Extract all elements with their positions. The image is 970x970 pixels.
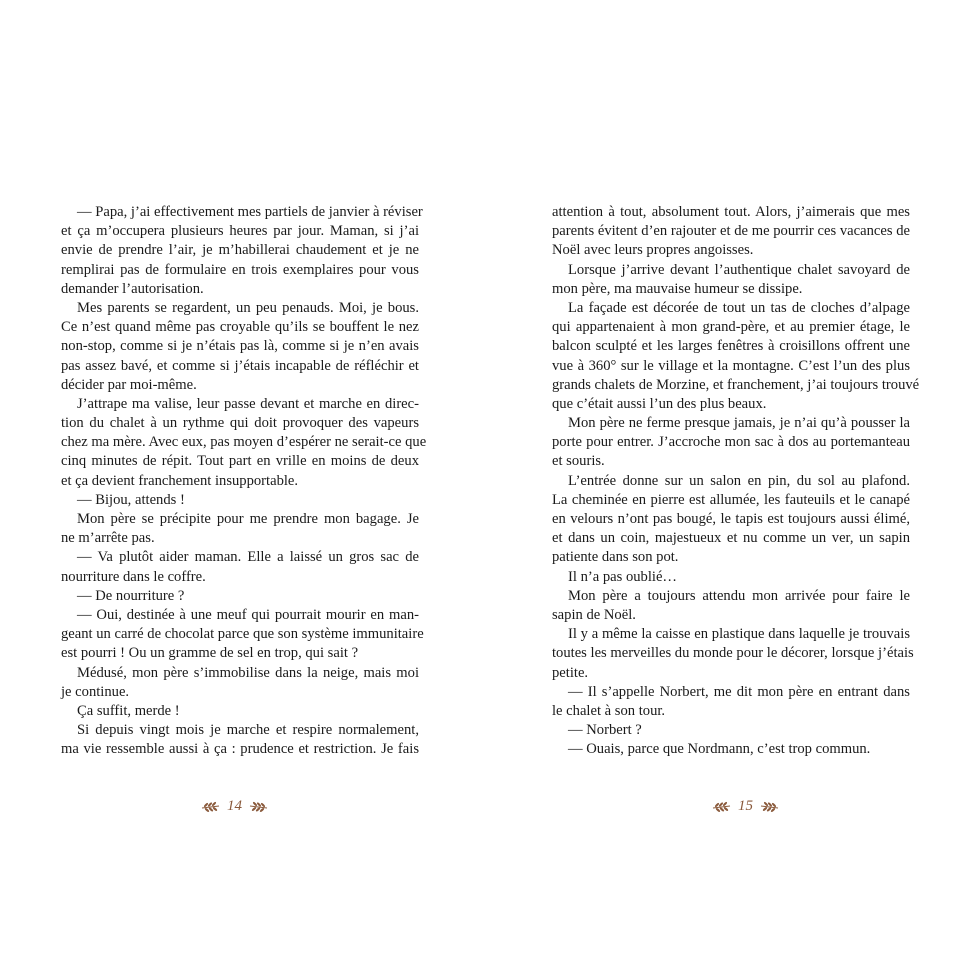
text-line: demander l’autorisation. xyxy=(61,280,204,297)
text-line: remplirai pas de formulaire en trois exemplaires pour vous xyxy=(61,261,419,278)
text-line: non-stop, comme si je n’étais pas là, comme si je n’en avais xyxy=(61,338,419,355)
laurel-sprig-icon xyxy=(201,800,221,812)
text-line: patiente dans son pot. xyxy=(552,549,679,566)
text-line: Ce n’est quand même pas croyable qu’ils se bouffent le nez xyxy=(61,319,419,336)
text-line: — De nourriture ? xyxy=(77,587,185,604)
text-line: tion du chalet à un rythme qui doit provoquer des vapeurs xyxy=(61,415,419,432)
text-line: cinq minutes de répit. Tout part en vrille en moins de deux xyxy=(61,453,419,470)
text-line: attention à tout, absolument tout. Alors, j’aimerais que mes xyxy=(552,204,910,220)
laurel-sprig-icon xyxy=(712,800,732,812)
text-line: grands chalets de Morzine, et franchement, j’ai toujours trouvé xyxy=(552,376,920,393)
text-line: Mon père ne ferme presque jamais, je n’ai qu’à pousser la xyxy=(568,415,910,432)
text-line: décider par moi-même. xyxy=(61,376,197,393)
text-line: et ça devient franchement insupportable. xyxy=(61,472,299,489)
text-line: je continue. xyxy=(61,683,130,700)
text-line: Médusé, mon père s’immobilise dans la neige, mais moi xyxy=(77,664,419,681)
text-line: — Bijou, attends ! xyxy=(77,491,185,508)
text-line: et souris. xyxy=(552,453,605,470)
text-line: La cheminée en pierre est allumée, les fauteuils et le canapé xyxy=(552,491,910,508)
text-line: chez ma mère. Avec eux, pas moyen d’espérer ne serait-ce que xyxy=(61,434,427,451)
text-line: est pourri ! Ou un gramme de sel en trop, qui sait ? xyxy=(61,645,359,662)
page-number: 14 xyxy=(227,797,242,814)
text-line: et ça m’occupera plusieurs heures par jour. Maman, si j’ai xyxy=(61,223,419,240)
text-line: — Oui, destinée à une meuf qui pourrait mourir en man- xyxy=(77,606,419,623)
text-line: — Papa, j’ai effectivement mes partiels de janvier à réviser xyxy=(77,204,423,220)
text-line: La façade est décorée de tout un tas de cloches d’alpage xyxy=(568,299,910,316)
text-line: Si depuis vingt mois je marche et respire normalement, xyxy=(77,722,419,739)
text-line: — Va plutôt aider maman. Elle a laissé un gros sac de xyxy=(77,549,419,566)
text-line: Mon père a toujours attendu mon arrivée pour faire le xyxy=(568,587,910,604)
text-line: parents évitent d’en rajouter et de me pourrir ces vacances de xyxy=(552,223,910,240)
text-line: Il n’a pas oublié… xyxy=(568,568,678,585)
text-line: geant un carré de chocolat parce que son système immunitaire xyxy=(61,626,424,643)
text-line: ne m’arrête pas. xyxy=(61,530,155,547)
text-line: — Ouais, parce que Nordmann, c’est trop commun. xyxy=(568,741,871,758)
text-line: petite. xyxy=(552,664,589,681)
laurel-sprig-icon xyxy=(248,800,268,812)
text-line: balcon sculpté et les larges fenêtres à croisillons offrent une xyxy=(552,338,910,355)
text-line: en velours n’ont pas bougé, le tapis est toujours aussi élimé, xyxy=(552,511,910,527)
text-line: que c’était aussi l’un des plus beaux. xyxy=(552,395,767,412)
right-page-text xyxy=(552,203,920,759)
page-number: 15 xyxy=(738,797,753,814)
text-line: sapin de Noël. xyxy=(552,606,636,623)
text-line: Noël avec leurs propres angoisses. xyxy=(552,242,754,259)
text-line: Il y a même la caisse en plastique dans laquelle je trouvais xyxy=(568,626,910,643)
left-page-folio xyxy=(201,795,268,817)
text-line: qui appartenaient à mon grand-père, et au premier étage, le xyxy=(552,319,910,336)
text-line: Lorsque j’arrive devant l’authentique chalet savoyard de xyxy=(568,261,910,278)
text-line: — Norbert ? xyxy=(568,722,642,739)
text-line: Mon père se précipite pour me prendre mon bagage. Je xyxy=(77,511,419,527)
laurel-sprig-icon xyxy=(759,800,779,812)
text-line: pas assez bavé, et comme si j’étais incapable de réfléchir et xyxy=(61,357,419,374)
text-line: porte pour entrer. J’accroche mon sac à dos au portemanteau xyxy=(552,434,910,451)
text-line: J’attrape ma valise, leur passe devant et marche en direc- xyxy=(77,395,419,412)
text-line: nourriture dans le coffre. xyxy=(61,568,206,585)
text-line: mon père, ma mauvaise humeur se dissipe. xyxy=(552,280,803,297)
text-line: envie de prendre l’air, je m’habillerai chaudement et je ne xyxy=(61,242,419,259)
right-page xyxy=(552,203,920,759)
text-line: Ça suffit, merde ! xyxy=(77,702,180,719)
left-page-text xyxy=(61,203,427,759)
left-page xyxy=(61,203,427,759)
text-line: Mes parents se regardent, un peu penauds. Moi, je bous. xyxy=(77,299,419,316)
text-line: L’entrée donne sur un salon en pin, du sol au plafond. xyxy=(568,472,910,489)
text-line: le chalet à son tour. xyxy=(552,702,666,719)
text-line: toutes les merveilles du monde pour le décorer, lorsque j’étais xyxy=(552,645,914,662)
text-line: vue à 360° sur le village et la montagne. C’est l’un des plus xyxy=(552,357,910,374)
right-page-folio xyxy=(712,795,779,817)
text-line: et dans un coin, majestueux et nu comme un ver, un sapin xyxy=(552,530,910,547)
text-line: ma vie ressemble aussi à ça : prudence et restriction. Je fais xyxy=(61,741,419,758)
text-line: — Il s’appelle Norbert, me dit mon père en entrant dans xyxy=(568,683,910,700)
